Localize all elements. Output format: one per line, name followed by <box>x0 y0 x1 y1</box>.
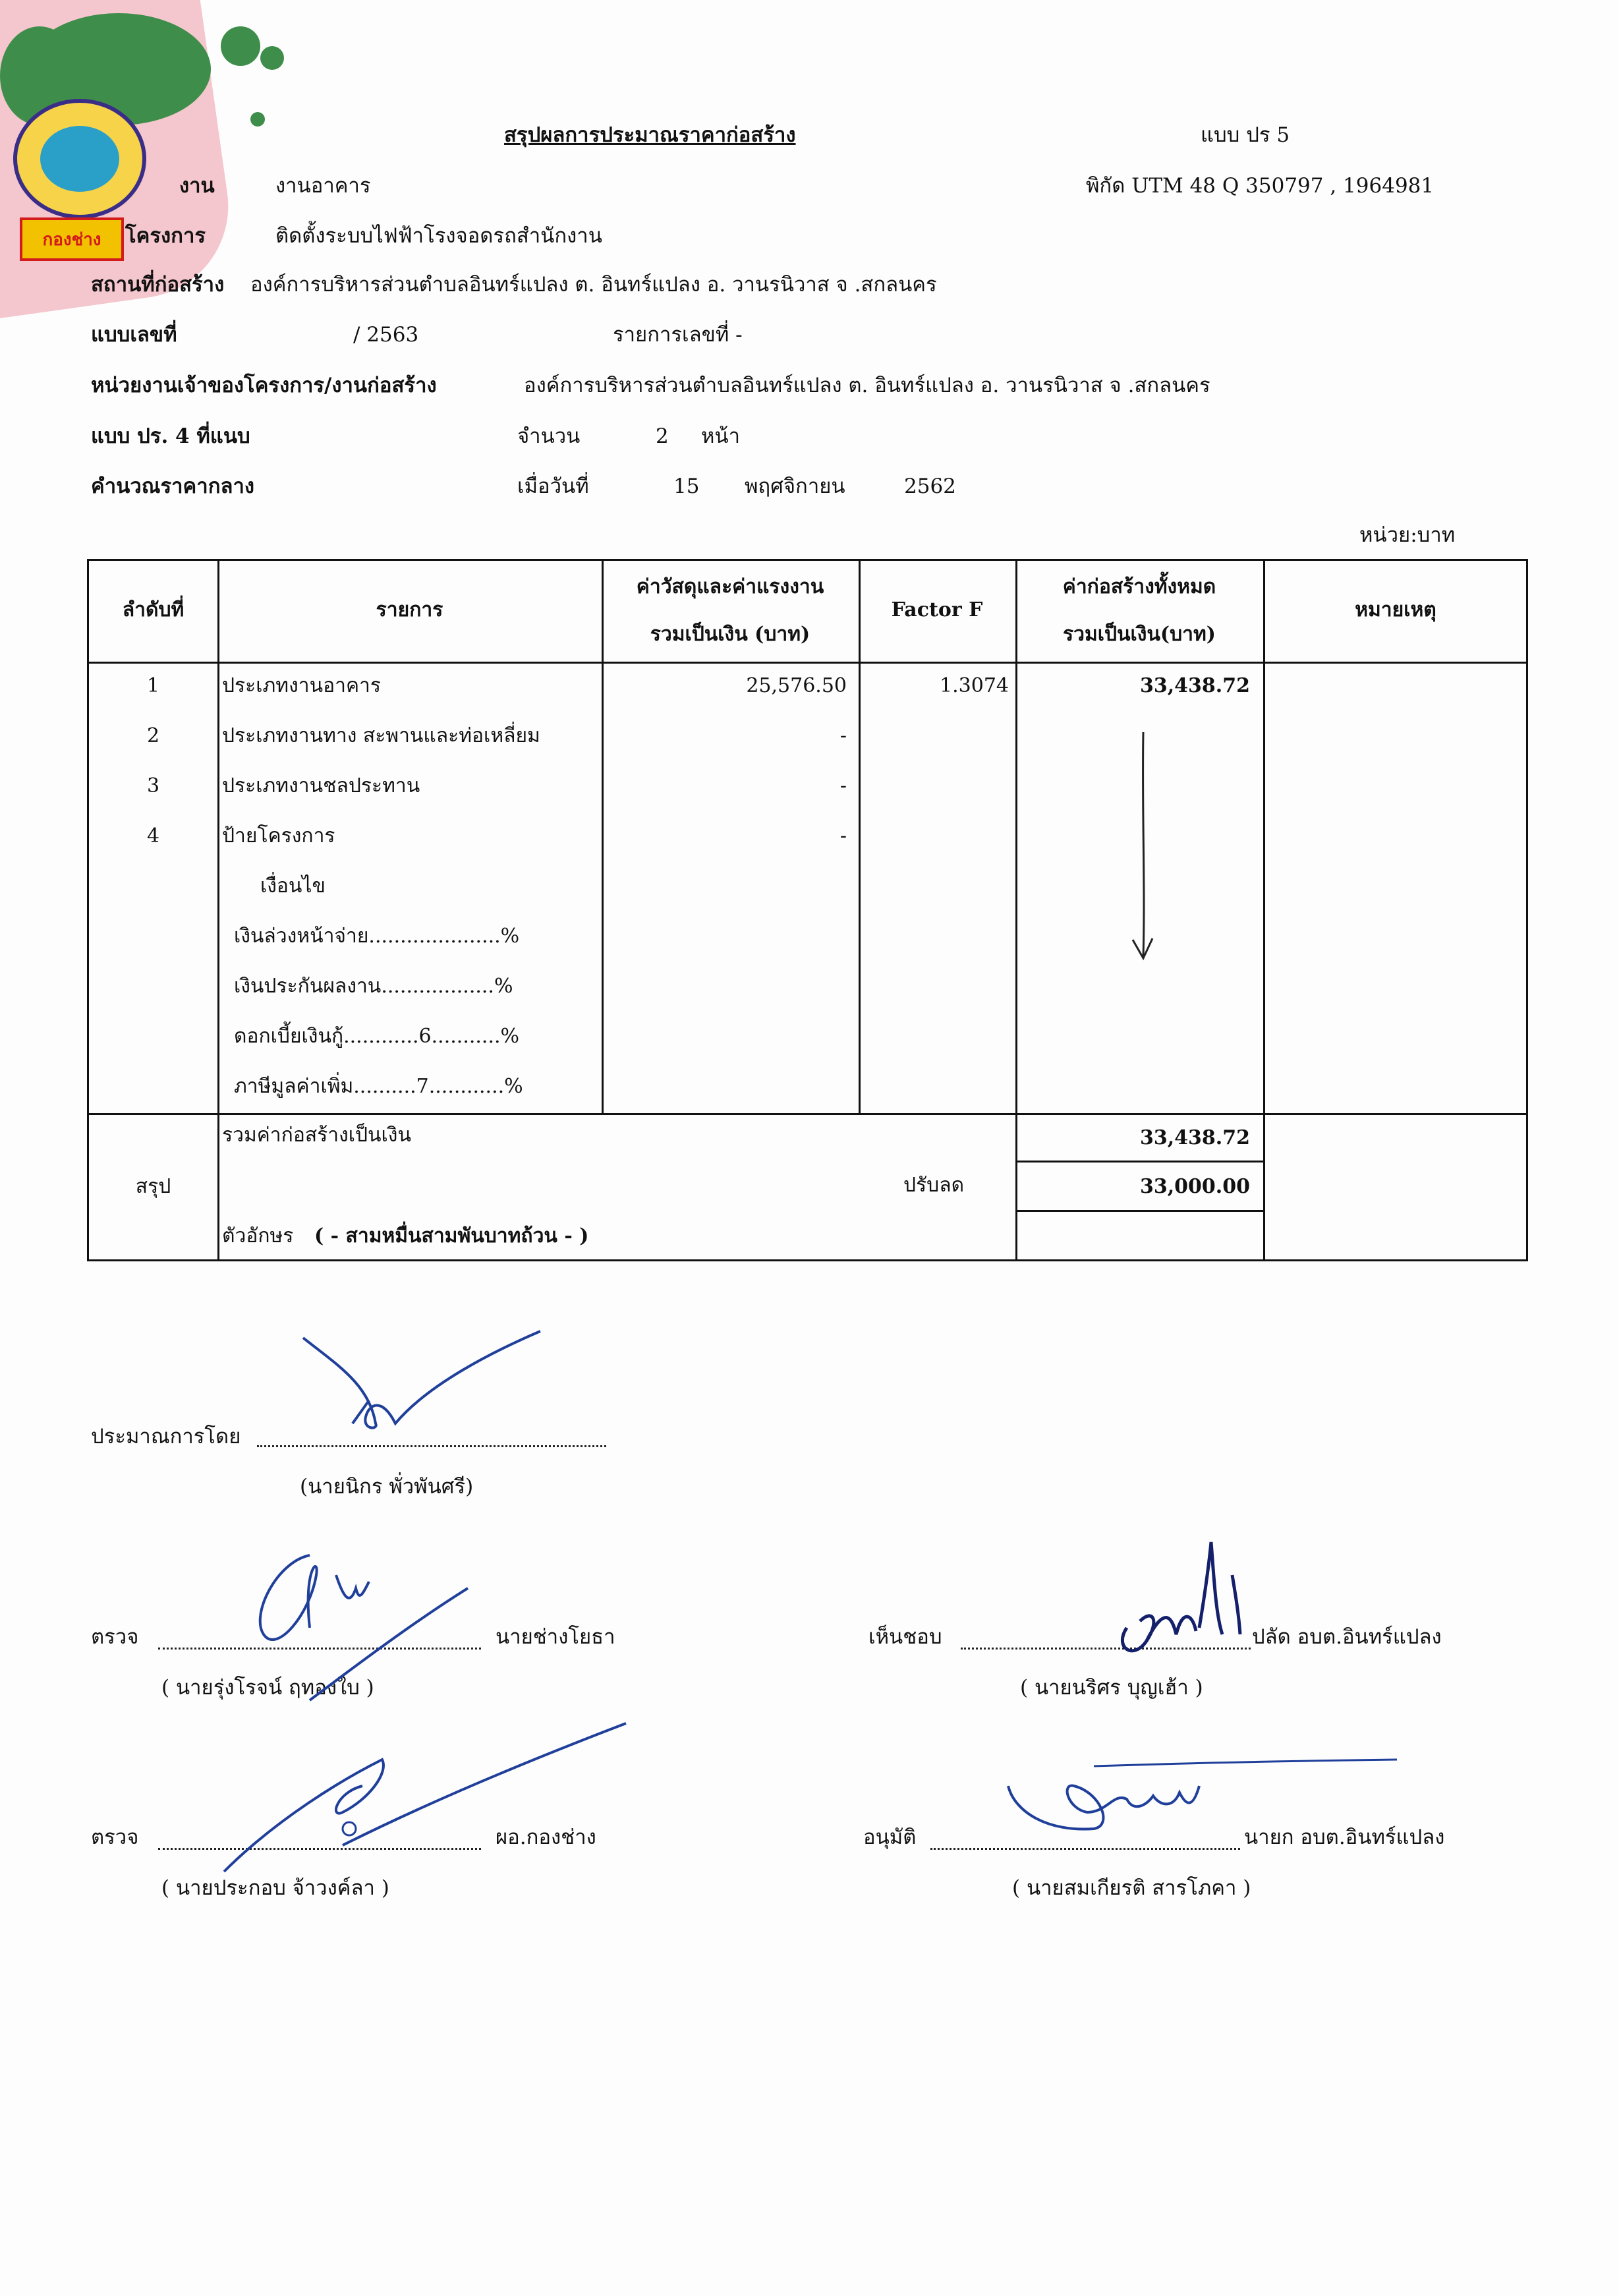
row-item: ป้ายโครงการ <box>222 824 335 847</box>
agree-label: เห็นชอบ <box>868 1625 942 1649</box>
approve-name: ( นายสมเกียรติ สารโภคา ) <box>1012 1876 1251 1900</box>
summary-text-value: ( - สามหมื่นสามพันบาทถ้วน - ) <box>314 1224 589 1248</box>
check1-label: ตรวจ <box>91 1625 139 1649</box>
project-label: โครงการ <box>125 224 206 248</box>
item-no-label: รายการเลขที่ - <box>613 323 743 347</box>
category-label: งาน <box>179 174 215 198</box>
header-total-line1: ค่าก่อสร้างทั้งหมด <box>1062 575 1216 598</box>
header-factor: Factor F <box>891 598 983 621</box>
header-material-line2: รวมเป็นเงิน (บาท) <box>650 623 810 646</box>
header-item: รายการ <box>376 598 443 621</box>
condition-interest: ดอกเบี้ยเงินกู้............6...........% <box>234 1025 520 1048</box>
condition-vat: ภาษีมูลค่าเพิ่ม..........7............% <box>234 1075 523 1098</box>
approve-signature <box>995 1746 1404 1845</box>
owner-value: องค์การบริหารส่วนตำบลอินทร์แปลง ต. อินทร์แปลง อ. วานรนิวาส จ .สกลนคร <box>524 374 1210 397</box>
green-mark <box>250 112 265 127</box>
row-item: ประเภทงานอาคาร <box>222 674 381 697</box>
row-item: ประเภทงานชลประทาน <box>222 774 420 797</box>
check2-name: ( นายประกอบ จ้าวงค์ลา ) <box>161 1876 389 1900</box>
row-no: 2 <box>146 724 160 747</box>
attach-count-label: จำนวน <box>517 424 581 448</box>
summary-text-label: ตัวอักษร <box>222 1224 294 1248</box>
row-material: - <box>839 774 847 797</box>
check2-signature <box>211 1713 633 1885</box>
attach-label: แบบ ปร. 4 ที่แนบ <box>91 424 250 448</box>
organization-logo <box>13 99 146 219</box>
approve-label: อนุมัติ <box>863 1825 917 1849</box>
row-no: 1 <box>146 674 160 697</box>
unit-note: หน่วย:บาท <box>1359 523 1456 547</box>
check1-role: นายช่างโยธา <box>496 1625 615 1649</box>
attach-unit: หน้า <box>701 424 741 448</box>
category-value: งานอาคาร <box>275 174 371 198</box>
green-mark <box>221 26 260 66</box>
row-material: - <box>839 724 847 747</box>
header-no: ลำดับที่ <box>122 598 185 621</box>
department-stamp: กองช่าง <box>20 217 124 261</box>
header-remark: หมายเหตุ <box>1355 598 1436 621</box>
calc-label: คำนวณราคากลาง <box>91 474 255 498</box>
plan-no-value: / 2563 <box>353 323 419 347</box>
plan-no-label: แบบเลขที่ <box>91 323 177 347</box>
summary-label: สรุป <box>135 1175 171 1198</box>
calc-date-label: เมื่อวันที่ <box>517 474 589 498</box>
green-mark <box>260 46 284 70</box>
estimate-table <box>87 559 1528 1261</box>
row-no: 3 <box>146 774 160 797</box>
row-no: 4 <box>146 824 160 847</box>
row-material: 25,576.50 <box>746 674 847 697</box>
estimator-signature <box>297 1325 554 1437</box>
coordinates: พิกัด UTM 48 Q 350797 , 1964981 <box>1086 174 1434 198</box>
check1-signature <box>237 1535 474 1713</box>
calc-day: 15 <box>673 474 700 498</box>
site-value: องค์การบริหารส่วนตำบลอินทร์แปลง ต. อินทร์แปลง อ. วานรนิวาส จ .สกลนคร <box>250 273 937 297</box>
calc-month: พฤศจิกายน <box>745 474 845 498</box>
estimator-label: ประมาณการโดย <box>91 1425 241 1449</box>
conditions-title: เงื่อนไข <box>260 875 326 898</box>
agree-role: ปลัด อบต.อินทร์แปลง <box>1252 1625 1442 1649</box>
project-value: ติดตั้งระบบไฟฟ้าโรงจอดรถสำนักงาน <box>275 224 602 248</box>
header-total-line2: รวมเป็นเงิน(บาท) <box>1062 623 1216 646</box>
check2-role: ผอ.กองช่าง <box>496 1825 596 1849</box>
summary-rounded-value: 33,000.00 <box>1139 1175 1250 1198</box>
row-factor: 1.3074 <box>940 674 1009 697</box>
site-label: สถานที่ก่อสร้าง <box>91 273 225 297</box>
header-material-line1: ค่าวัสดุและค่าแรงงาน <box>636 575 824 598</box>
condition-advance: เงินล่วงหน้าจ่าย.....................% <box>234 925 520 948</box>
row-total: 33,438.72 <box>1139 674 1250 697</box>
document-title: สรุปผลการประมาณราคาก่อสร้าง <box>504 123 796 147</box>
agree-signature <box>1100 1535 1272 1680</box>
attach-count-value: 2 <box>656 424 669 448</box>
agree-name: ( นายนริศร บุญเฮ้า ) <box>1020 1676 1203 1700</box>
calc-year: 2562 <box>904 474 956 498</box>
check1-name: ( นายรุ่งโรจน์ ฤทองใบ ) <box>161 1676 374 1700</box>
summary-total-label: รวมค่าก่อสร้างเป็นเงิน <box>222 1124 411 1147</box>
row-material: - <box>839 824 847 847</box>
form-code: แบบ ปร 5 <box>1201 123 1290 147</box>
summary-rounded-label: ปรับลด <box>903 1174 965 1197</box>
owner-label: หน่วยงานเจ้าของโครงการ/งานก่อสร้าง <box>91 374 437 397</box>
row-item: ประเภทงานทาง สะพานและท่อเหลี่ยม <box>222 724 540 747</box>
summary-total-value: 33,438.72 <box>1139 1126 1250 1149</box>
approve-role: นายก อบต.อินทร์แปลง <box>1244 1825 1445 1849</box>
down-arrow-icon <box>1123 729 1163 966</box>
condition-guarantee: เงินประกันผลงาน..................% <box>234 975 513 998</box>
estimator-name: (นายนิกร พั่วพันศรี) <box>300 1475 474 1499</box>
check2-label: ตรวจ <box>91 1825 139 1849</box>
